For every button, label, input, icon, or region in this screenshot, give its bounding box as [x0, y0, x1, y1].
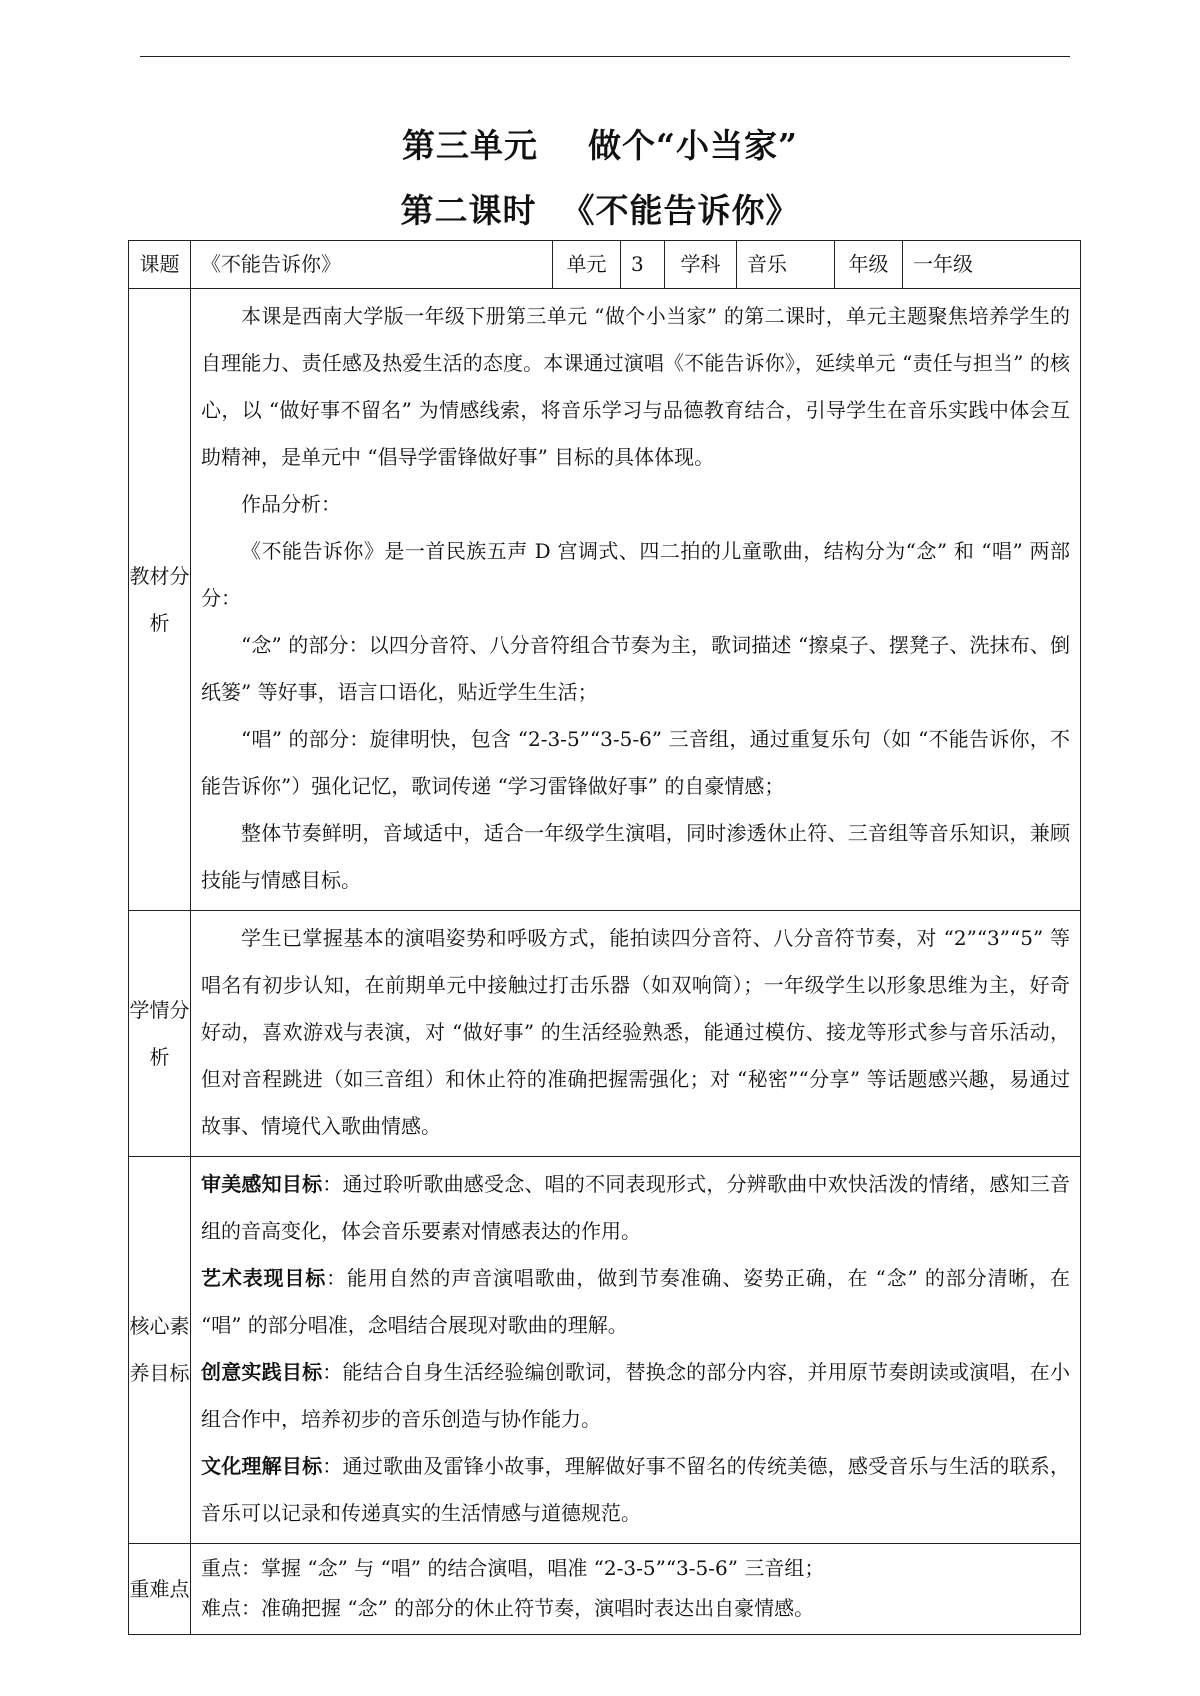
topic-label: 课题 [129, 241, 191, 289]
key-point-text: 重点：掌握 “念” 与 “唱” 的结合演唱，唱准 “2-3-5”“3-5-6” 三音组； [201, 1556, 825, 1580]
grade-value: 一年级 [903, 241, 1081, 289]
subject-label: 学科 [665, 241, 737, 289]
material-paragraph: “唱” 的部分：旋律明快，包含 “2-3-5”“3-5-6” 三音组，通过重复乐句（如 “不能告诉你，不能告诉你”）强化记忆，歌词传递 “学习雷锋做好事” 的自豪情感； [201, 727, 1070, 798]
material-paragraph: “念” 的部分：以四分音符、八分音符组合节奏为主，歌词描述 “擦桌子、摆凳子、洗抹布、倒纸篓” 等好事，语言口语化，贴近学生生活； [201, 633, 1070, 704]
material-analysis-content [191, 289, 1081, 911]
goal-text: ：能用自然的声音演唱歌曲，做到节奏准确、姿势正确，在 “念” 的部分清晰，在 “唱” 的部分唱准，念唱结合展现对歌曲的理解。 [201, 1266, 1070, 1337]
student-analysis-row [129, 911, 1081, 1157]
unit-title: 第三单元 做个“小当家” [402, 126, 798, 165]
material-paragraph: 《不能告诉你》是一首民族五声 D 宫调式、四二拍的儿童歌曲，结构分为“念” 和 “唱” 两部分： [201, 539, 1070, 610]
key-points-content [191, 1544, 1081, 1635]
difficult-point-text: 难点：准确把握 “念” 的部分的休止符节奏，演唱时表达出自豪情感。 [201, 1596, 815, 1620]
unit-label: 单元 [553, 241, 621, 289]
goal-artistic [201, 1255, 1070, 1349]
material-paragraph: 本课是西南大学版一年级下册第三单元 “做个小当家” 的第二课时，单元主题聚焦培养学生的自理能力、责任感及热爱生活的态度。本课通过演唱《不能告诉你》，延续单元 “责任与担当” 的核心，以 “做好事不留名” 为情感线索，将音乐学习与品德教育结合，引导学生在音乐实践中体会互助精神，是单元中 “倡导学雷锋做好事” 目标的具体体现。 [201, 304, 1070, 469]
material-analysis-label: 教材分析 [129, 289, 191, 911]
unit-value: 3 [621, 241, 665, 289]
grade-label: 年级 [835, 241, 903, 289]
core-goals-content [191, 1157, 1081, 1544]
goal-text: ：通过聆听歌曲感受念、唱的不同表现形式，分辨歌曲中欢快活泼的情绪，感知三音组的音高变化，体会音乐要素对情感表达的作用。 [201, 1172, 1071, 1243]
goal-name: 文化理解目标 [201, 1454, 323, 1478]
student-analysis-label: 学情分析 [129, 911, 191, 1157]
goal-name: 审美感知目标 [201, 1172, 323, 1196]
core-goals-label: 核心素养目标 [129, 1157, 191, 1544]
goal-text: ：通过歌曲及雷锋小故事，理解做好事不留名的传统美德，感受音乐与生活的联系，音乐可以记录和传递真实的生活情感与道德规范。 [201, 1454, 1071, 1525]
header-rule [140, 56, 1070, 57]
student-analysis-content [191, 911, 1081, 1157]
material-paragraph: 整体节奏鲜明，音域适中，适合一年级学生演唱，同时渗透休止符、三音组等音乐知识，兼顾技能与情感目标。 [201, 821, 1070, 892]
goal-cultural [201, 1443, 1070, 1537]
goal-aesthetic [201, 1161, 1070, 1255]
info-row [129, 241, 1081, 289]
goal-creative [201, 1349, 1070, 1443]
subject-value: 音乐 [737, 241, 835, 289]
topic-value: 《不能告诉你》 [191, 241, 553, 289]
material-analysis-row [129, 289, 1081, 911]
goal-text: ：能结合自身生活经验编创歌词，替换念的部分内容，并用原节奏朗读或演唱，在小组合作中，培养初步的音乐创造与协作能力。 [201, 1360, 1071, 1431]
lesson-title: 第二课时 《不能告诉你》 [400, 191, 800, 230]
material-paragraph: 作品分析： [241, 492, 341, 516]
key-points-label: 重难点 [129, 1544, 191, 1635]
goal-name: 创意实践目标 [201, 1360, 323, 1384]
key-points-row [129, 1544, 1081, 1635]
goal-name: 艺术表现目标 [201, 1266, 327, 1290]
core-goals-row [129, 1157, 1081, 1544]
lesson-plan-table [128, 240, 1081, 1635]
student-analysis-text: 学生已掌握基本的演唱姿势和呼吸方式，能拍读四分音符、八分音符节奏，对 “2”“3”“5” 等唱名有初步认知，在前期单元中接触过打击乐器（如双响筒）；一年级学生以形象思维为主，好奇好动，喜欢游戏与表演，对 “做好事” 的生活经验熟悉，能通过模仿、接龙等形式参与音乐活动，但对音程跳进（如三音组）和休止符的准确把握需强化；对 “秘密”“分享” 等话题感兴趣，易通过故事、情境代入歌曲情感。 [201, 926, 1070, 1138]
